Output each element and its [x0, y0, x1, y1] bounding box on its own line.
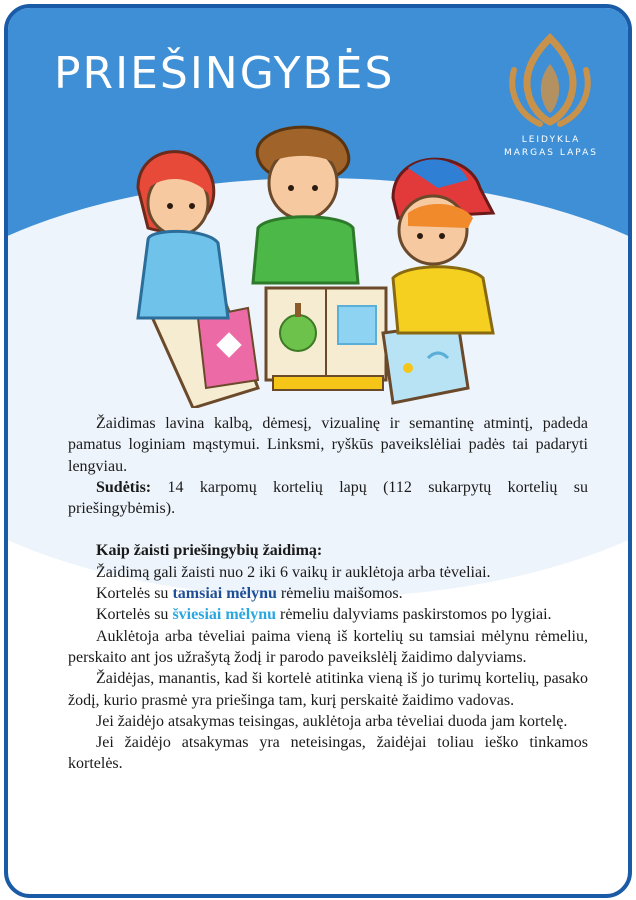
step-3 [68, 604, 588, 625]
how-to-title [68, 540, 588, 561]
light-blue-highlight: šviesiai mėlynu [172, 606, 276, 624]
step-3-post: rėmeliu dalyviams paskirstomos po lygiai. [276, 606, 552, 624]
publisher-line-2: MARGAS LAPAS [504, 148, 598, 158]
instructions-text [68, 413, 588, 775]
publisher-line-1: LEIDYKLA [521, 135, 581, 145]
contents-paragraph [68, 477, 588, 520]
contents-label: Sudėtis: [96, 478, 152, 496]
step-4: Auklėtoja arba tėveliai paima vieną iš kortelių su tamsiai mėlynu rėmeliu, perskaito ant jos užrašytą žodį ir parodo paveikslėlį žaidimo dalyviams. [68, 627, 588, 666]
spacer [68, 519, 588, 540]
dark-blue-highlight: tamsiai mėlynu [172, 585, 277, 603]
contents-text: 14 karpomų kortelių lapų (112 sukarpytų kortelių su priešingybėmis). [68, 478, 588, 518]
step-2-post: rėmeliu maišomos. [276, 585, 403, 603]
how-to-title-text: Kaip žaisti priešingybių žaidimą: [96, 542, 323, 560]
page-title: PRIEŠINGYBĖS [54, 48, 395, 99]
flame-leaf-logo-icon [500, 30, 600, 130]
step-1: Žaidimą gali žaisti nuo 2 iki 6 vaikų ir auklėtoja arba tėveliai. [96, 563, 491, 581]
step-5: Žaidėjas, manantis, kad ši kortelė atitinka vieną iš jo turimų kortelių, pasako žodį, kurio prasmė yra priešinga tam, kurį perskaitė žaidimo vadovas. [68, 670, 588, 709]
step-3-pre: Kortelės su [96, 606, 173, 624]
step-2 [68, 583, 588, 604]
instruction-card [4, 4, 632, 898]
step-2-pre: Kortelės su [96, 585, 173, 603]
children-reading-books-icon [108, 118, 528, 408]
intro-paragraph: Žaidimas lavina kalbą, dėmesį, vizualinę ir semantinę atmintį, padeda pamatus loginiam mąstymui. Linksmi, ryškūs paveikslėliai padės tai padaryti lengviau. [68, 415, 588, 475]
step-7: Jei žaidėjo atsakymas yra neteisingas, žaidėjai toliau ieško tinkamos kortelės. [68, 734, 588, 773]
step-6: Jei žaidėjo atsakymas teisingas, auklėtoja arba tėveliai duoda jam kortelę. [96, 712, 568, 730]
